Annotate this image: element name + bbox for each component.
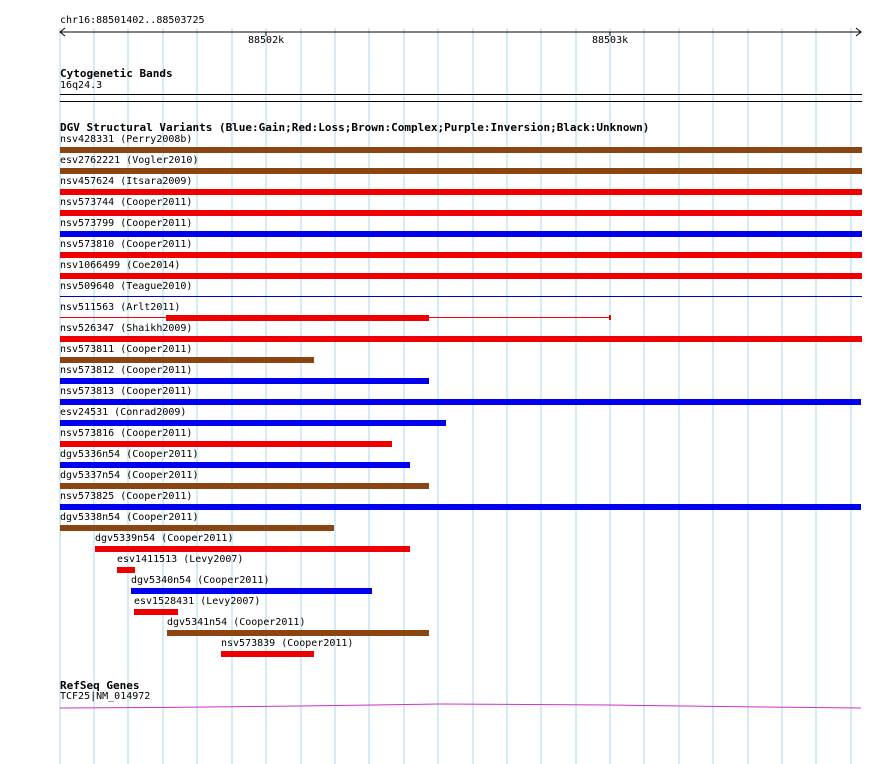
refseq-gene-feature[interactable] — [0, 700, 890, 714]
variant-bar[interactable] — [60, 483, 429, 489]
variant-bar[interactable] — [221, 651, 314, 657]
variant-bar[interactable] — [60, 252, 862, 258]
variant-label[interactable]: nsv573825 (Cooper2011) — [60, 491, 193, 502]
variant-bar[interactable] — [60, 504, 861, 510]
variant-bar[interactable] — [60, 399, 861, 405]
variant-label[interactable]: nsv428331 (Perry2008b) — [60, 134, 193, 145]
ruler-position-label: chr16:88501402..88503725 — [60, 15, 205, 26]
variant-label[interactable]: nsv573816 (Cooper2011) — [60, 428, 193, 439]
variant-bar[interactable] — [60, 441, 392, 447]
refseq-gene-label[interactable]: TCF25|NM_014972 — [60, 691, 151, 702]
variant-label[interactable]: esv1528431 (Levy2007) — [134, 596, 261, 607]
cytoband-lower-line — [60, 101, 862, 102]
variant-bar[interactable] — [60, 357, 314, 363]
variant-bar[interactable] — [60, 525, 334, 531]
ruler-tick-label: 88503k — [592, 35, 629, 46]
variant-label[interactable]: nsv573813 (Cooper2011) — [60, 386, 193, 397]
variant-bar[interactable] — [166, 315, 429, 321]
variant-label[interactable]: dgv5341n54 (Cooper2011) — [167, 617, 306, 628]
variant-label[interactable]: nsv511563 (Arlt2011) — [60, 302, 181, 313]
variant-label[interactable]: nsv573812 (Cooper2011) — [60, 365, 193, 376]
variant-label[interactable]: dgv5338n54 (Cooper2011) — [60, 512, 199, 523]
variant-label[interactable]: dgv5337n54 (Cooper2011) — [60, 470, 199, 481]
cytoband-label: 16q24.3 — [60, 80, 103, 91]
variant-end-tick — [609, 315, 611, 320]
dgv-track-title[interactable]: DGV Structural Variants (Blue:Gain;Red:Loss;Brown:Complex;Purple:Inversion;Black:Unknown) — [60, 121, 650, 134]
variant-label[interactable]: dgv5336n54 (Cooper2011) — [60, 449, 199, 460]
variant-bar[interactable] — [131, 588, 372, 594]
variant-bar[interactable] — [60, 210, 862, 216]
variant-label[interactable]: nsv526347 (Shaikh2009) — [60, 323, 193, 334]
variant-bar[interactable] — [95, 546, 410, 552]
variant-bar[interactable] — [60, 378, 429, 384]
variant-bar[interactable] — [60, 189, 862, 195]
variant-label[interactable]: nsv573811 (Cooper2011) — [60, 344, 193, 355]
variant-label[interactable]: nsv573810 (Cooper2011) — [60, 239, 193, 250]
variant-bar[interactable] — [117, 567, 135, 573]
variant-bar[interactable] — [60, 296, 862, 297]
variant-label[interactable]: nsv457624 (Itsara2009) — [60, 176, 193, 187]
variant-label[interactable]: esv2762221 (Vogler2010) — [60, 155, 199, 166]
variant-label[interactable]: esv1411513 (Levy2007) — [117, 554, 244, 565]
variant-label[interactable]: dgv5339n54 (Cooper2011) — [95, 533, 234, 544]
variant-bar[interactable] — [60, 462, 410, 468]
cytoband-upper-line — [60, 94, 862, 95]
variant-bar[interactable] — [60, 168, 862, 174]
variant-label[interactable]: nsv1066499 (Coe2014) — [60, 260, 181, 271]
variant-bar[interactable] — [60, 336, 862, 342]
variant-label[interactable]: nsv573799 (Cooper2011) — [60, 218, 193, 229]
variant-label[interactable]: nsv573744 (Cooper2011) — [60, 197, 193, 208]
ruler-axis — [0, 24, 890, 40]
refseq-track-title[interactable]: RefSeq Genes — [60, 679, 140, 692]
variant-bar[interactable] — [134, 609, 178, 615]
variant-bar[interactable] — [167, 630, 429, 636]
variant-label[interactable]: nsv509640 (Teague2010) — [60, 281, 193, 292]
variant-label[interactable]: dgv5340n54 (Cooper2011) — [131, 575, 270, 586]
variant-bar[interactable] — [60, 147, 862, 153]
variant-label[interactable]: nsv573839 (Cooper2011) — [221, 638, 354, 649]
variant-bar[interactable] — [60, 420, 446, 426]
variant-bar[interactable] — [60, 273, 862, 279]
variant-label[interactable]: esv24531 (Conrad2009) — [60, 407, 187, 418]
variant-bar[interactable] — [60, 231, 862, 237]
cytoband-track-title[interactable]: Cytogenetic Bands — [60, 67, 173, 80]
ruler-tick-label: 88502k — [248, 35, 285, 46]
